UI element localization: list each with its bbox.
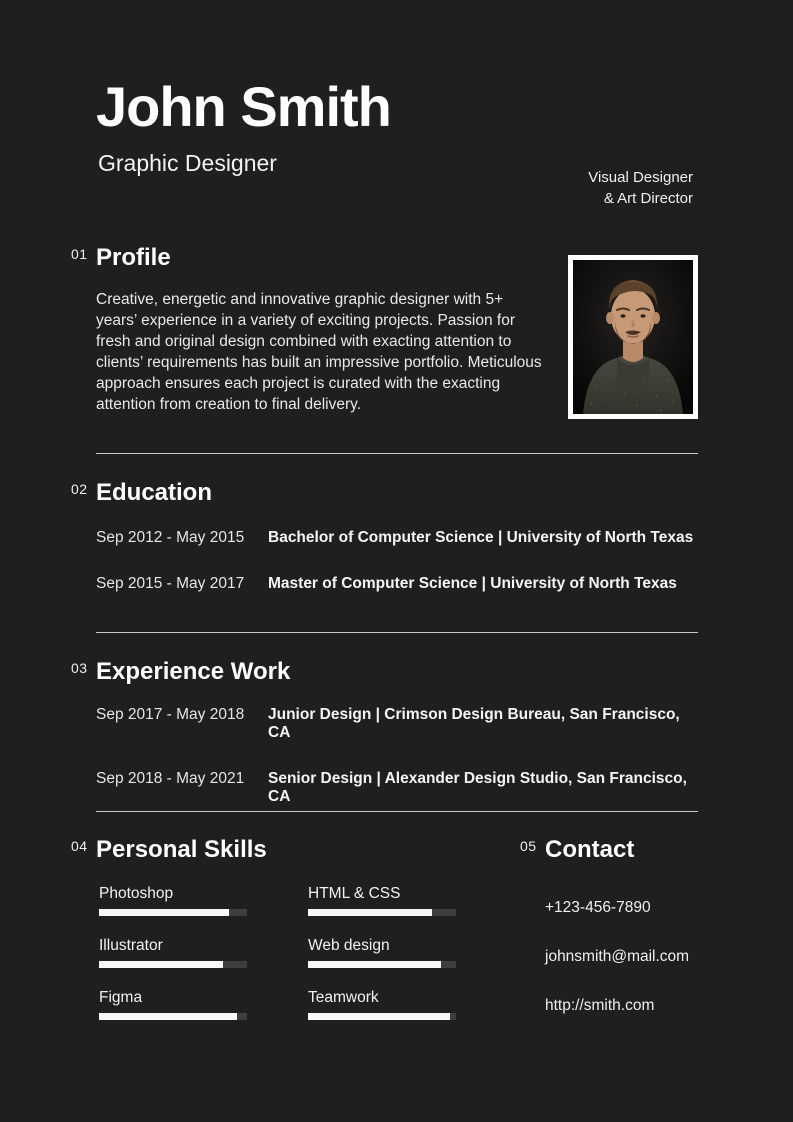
- job-title: Graphic Designer: [98, 150, 277, 176]
- experience-section-number: 03: [71, 660, 88, 676]
- education-row: [96, 529, 698, 547]
- skill-item: [308, 989, 456, 1020]
- skill-item: [99, 885, 247, 916]
- divider-after-experience: [96, 811, 698, 812]
- portrait-illustration: [573, 260, 693, 414]
- skill-label: HTML & CSS: [308, 885, 401, 902]
- skill-bar-fill: [99, 909, 229, 916]
- contact-website: http://smith.com: [545, 997, 655, 1014]
- divider-after-education: [96, 632, 698, 633]
- tagline: [588, 167, 693, 209]
- tagline-line-2: & Art Director: [603, 190, 693, 207]
- skill-bar: [308, 909, 456, 916]
- skill-bar-fill: [308, 1013, 450, 1020]
- profile-photo: [568, 255, 698, 419]
- skills-section: [71, 835, 456, 1041]
- skill-bar: [99, 909, 247, 916]
- skills-title: Personal Skills: [96, 836, 267, 863]
- skill-label: Figma: [99, 989, 143, 1006]
- skills-column-left: [99, 885, 247, 1041]
- skills-column-right: [308, 885, 456, 1041]
- education-title: Education: [96, 479, 213, 506]
- skills-grid: [99, 885, 456, 1041]
- experience-dates: Sep 2017 - May 2018: [96, 706, 245, 723]
- education-dates: Sep 2012 - May 2015: [96, 529, 245, 546]
- profile-section-number: 01: [71, 246, 88, 262]
- education-description: Master of Computer Science | University of North Texas: [268, 575, 677, 592]
- contact-title: Contact: [545, 836, 635, 863]
- profile-section: [71, 243, 548, 415]
- education-description: Bachelor of Computer Science | University of North Texas: [268, 529, 694, 546]
- experience-dates: Sep 2018 - May 2021: [96, 770, 245, 787]
- skill-bar-fill: [99, 961, 223, 968]
- experience-row: [96, 706, 698, 742]
- education-rows: [96, 529, 698, 593]
- contact-section-number: 05: [520, 838, 537, 854]
- skill-item: [308, 885, 456, 916]
- skills-heading: [71, 835, 456, 865]
- contact-section: [520, 835, 690, 1046]
- profile-summary: Creative, energetic and innovative graphic designer with 5+ years’ experience in a variety of exciting projects. Passion for fresh and original design combined with exacting attention to clients’ requirements has built an impressive portfolio. Meticulous approach ensures each project is curated with the exacting attention from creation to final delivery.: [96, 291, 542, 413]
- experience-section: [71, 657, 698, 834]
- skill-bar-fill: [308, 961, 441, 968]
- skill-item: [99, 989, 247, 1020]
- divider-after-profile: [96, 453, 698, 454]
- education-section: [71, 478, 698, 621]
- experience-heading: [71, 657, 698, 687]
- skill-bar: [99, 1013, 247, 1020]
- skill-label: Web design: [308, 937, 390, 954]
- contact-email: johnsmith@mail.com: [545, 948, 690, 965]
- education-heading: [71, 478, 698, 508]
- skills-section-number: 04: [71, 838, 88, 854]
- contact-items: [545, 899, 689, 1015]
- skill-label: Teamwork: [308, 989, 379, 1006]
- tagline-line-1: Visual Designer: [588, 169, 693, 186]
- skill-bar: [99, 961, 247, 968]
- skill-bar-fill: [308, 909, 432, 916]
- education-dates: Sep 2015 - May 2017: [96, 575, 245, 592]
- contact-phone: +123-456-7890: [545, 899, 651, 916]
- experience-rows: [96, 706, 698, 806]
- experience-description: Senior Design | Alexander Design Studio, San Francisco, CA: [268, 770, 687, 805]
- education-row: [96, 575, 698, 593]
- skill-label: Illustrator: [99, 937, 163, 954]
- experience-row: [96, 770, 698, 806]
- experience-title: Experience Work: [96, 658, 291, 685]
- skill-label: Photoshop: [99, 885, 174, 902]
- skill-item: [99, 937, 247, 968]
- experience-description: Junior Design | Crimson Design Bureau, San Francisco, CA: [268, 706, 680, 741]
- contact-heading: [520, 835, 689, 865]
- profile-title: Profile: [96, 244, 171, 271]
- skill-bar: [308, 961, 456, 968]
- education-section-number: 02: [71, 481, 88, 497]
- person-name: John Smith: [96, 75, 391, 138]
- skill-item: [308, 937, 456, 968]
- skill-bar-fill: [99, 1013, 237, 1020]
- profile-heading: [71, 243, 548, 273]
- skill-bar: [308, 1013, 456, 1020]
